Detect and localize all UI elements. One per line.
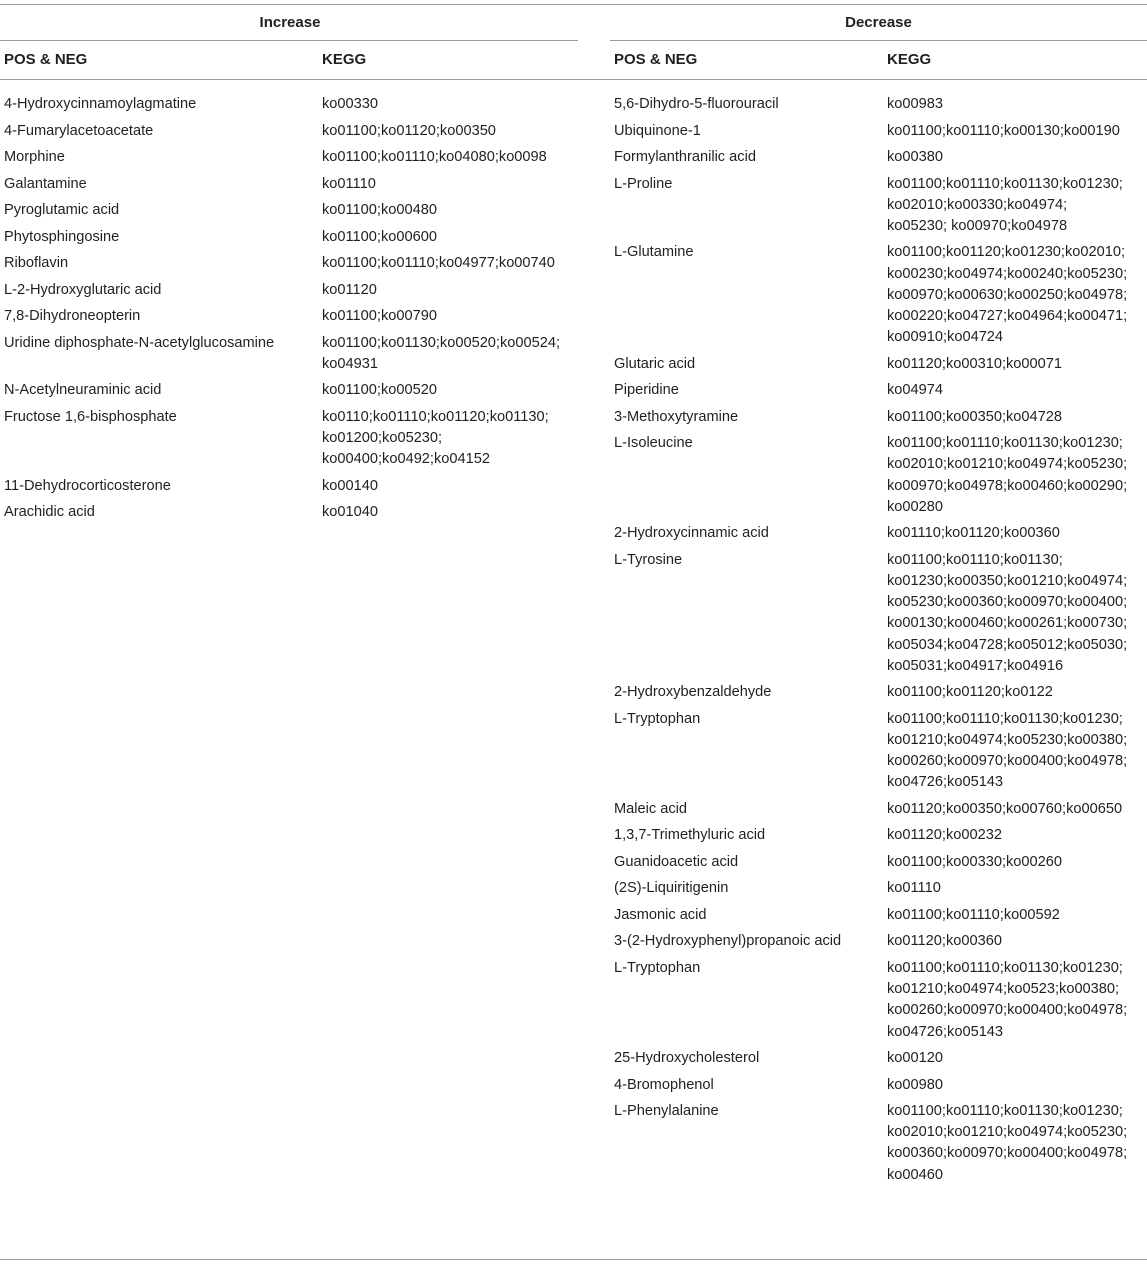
metabolite-name: Glutaric acid (614, 355, 696, 372)
metabolite-name: 3-(2-Hydroxyphenyl)propanoic acid (614, 933, 842, 950)
table-row (4, 121, 608, 142)
table-row (614, 878, 1147, 899)
metabolite-name: L-Phenylalanine (614, 1103, 719, 1120)
kegg-pathways: ko01100;ko01110;ko04080;ko0098 (322, 149, 547, 165)
kegg-pathways: ko01120;ko00350;ko00760;ko00650 (887, 800, 1123, 817)
kegg-pathways: ko00140 (322, 477, 378, 494)
metabolite-name: L-Tryptophan (614, 710, 701, 727)
metabolite-name: Guanidoacetic acid (614, 853, 739, 870)
metabolite-name: L-Tyrosine (614, 551, 683, 568)
table-row (614, 174, 1147, 238)
decrease-group-header: Decrease (845, 14, 912, 31)
kegg-pathways: ko01120 (322, 281, 377, 298)
table-row (614, 1048, 1147, 1069)
increase-name-column-header: POS & NEG (4, 51, 88, 68)
increase-group-rule (0, 40, 578, 41)
table-row (4, 200, 608, 221)
metabolite-name: Morphine (4, 149, 65, 165)
table-row (614, 354, 1147, 375)
table-row (614, 825, 1147, 846)
table-row (614, 852, 1147, 873)
table-row (614, 958, 1147, 1043)
kegg-pathways: ko01100;ko01120;ko0122 (887, 684, 1053, 701)
kegg-pathways: ko01100;ko00350;ko04728 (887, 408, 1063, 425)
table-row (4, 407, 608, 471)
kegg-pathways: ko01100;ko01110;ko00592 (887, 906, 1060, 923)
kegg-pathways: ko01110;ko01120;ko00360 (887, 525, 1060, 542)
table-row (4, 147, 608, 168)
increase-table-body (4, 94, 608, 523)
table-row (614, 94, 1147, 115)
metabolite-name: 3-Methoxytyramine (614, 408, 739, 425)
kegg-pathways: ko01100;ko01110;ko00130;ko00190 (887, 122, 1120, 139)
kegg-pathways: ko01040 (322, 504, 378, 521)
kegg-pathways: ko01100;ko01110;ko04977;ko00740 (322, 255, 555, 271)
kegg-pathways: ko00380 (887, 149, 943, 165)
kegg-pathways: ko04974 (887, 382, 943, 399)
metabolite-name: 25-Hydroxycholesterol (614, 1050, 760, 1067)
table-row (614, 407, 1147, 428)
table-row (614, 1075, 1147, 1096)
metabolite-name: Formylanthranilic acid (614, 149, 756, 165)
metabolite-name: 4-Hydroxycinnamoylagmatine (4, 96, 197, 112)
kegg-pathways: ko01100;ko00520 (322, 382, 437, 399)
metabolite-name: Jasmonic acid (614, 906, 707, 923)
metabolite-name: N-Acetylneuraminic acid (4, 382, 162, 399)
kegg-pathways: ko01100;ko00330;ko00260 (887, 853, 1063, 870)
kegg-pathways: ko01100;ko00480 (322, 202, 437, 218)
table-row (4, 306, 608, 327)
header-rule (0, 79, 1147, 80)
decrease-table-body (614, 94, 1147, 1186)
kegg-pathways: ko01100;ko01110;ko01130;ko01230; ko02010;ko01210;ko04974;ko05230; ko00360;ko00970;ko00400;ko04978; ko00460 (887, 1103, 1128, 1183)
decrease-group-rule (610, 40, 1147, 41)
metabolite-name: 7,8-Dihydroneopterin (4, 308, 141, 324)
kegg-pathways: ko00330 (322, 96, 378, 112)
table-row (614, 433, 1147, 518)
metabolite-name: Uridine diphosphate-N-acetylglucosamine (4, 334, 275, 351)
metabolite-name: Maleic acid (614, 800, 687, 817)
kegg-pathways: ko01100;ko01120;ko00350 (322, 122, 496, 139)
metabolite-name: 5,6-Dihydro-5-fluorouracil (614, 96, 779, 112)
table-row (4, 227, 608, 248)
table-row (614, 550, 1147, 677)
kegg-pathways: ko01120;ko00232 (887, 827, 1002, 844)
increase-kegg-column-header: KEGG (322, 51, 367, 68)
metabolite-name: Riboflavin (4, 255, 69, 271)
kegg-pathways: ko01100;ko01110;ko01130; ko01230;ko00350;ko01210;ko04974; ko05230;ko00360;ko00970;ko00400; ko00130;ko00460;ko00261;ko00730; ko05034;ko04728;ko05012;ko05030; ko05031;ko04917;ko04916 (887, 551, 1128, 674)
kegg-pathways: ko00120 (887, 1050, 943, 1067)
kegg-pathways: ko00983 (887, 96, 943, 112)
table-row (614, 121, 1147, 142)
table-row (4, 174, 608, 195)
metabolite-name: 4-Fumarylacetoacetate (4, 122, 154, 139)
table-row (614, 1101, 1147, 1186)
metabolite-name: Galantamine (4, 175, 87, 192)
metabolite-name: (2S)-Liquiritigenin (614, 880, 729, 897)
metabolite-name: L-Glutamine (614, 244, 694, 261)
metabolite-name: 4-Bromophenol (614, 1076, 714, 1093)
kegg-pathways: ko01100;ko01110;ko01130;ko01230; ko02010;ko00330;ko04974; ko05230; ko00970;ko04978 (887, 175, 1123, 234)
table-row (614, 682, 1147, 703)
metabolite-name: L-Tryptophan (614, 959, 701, 976)
decrease-kegg-column-header: KEGG (887, 51, 932, 68)
kegg-pathways: ko01120;ko00310;ko00071 (887, 355, 1063, 372)
table-row (4, 502, 608, 523)
table-row (614, 523, 1147, 544)
metabolite-name: Phytosphingosine (4, 228, 120, 245)
table-row (614, 931, 1147, 952)
table-row (614, 147, 1147, 168)
table-row (4, 280, 608, 301)
kegg-pathways: ko01100;ko00790 (322, 308, 437, 324)
table-bottom-rule (0, 1259, 1147, 1260)
metabolite-name: 11-Dehydrocorticosterone (4, 477, 171, 494)
metabolite-name: Pyroglutamic acid (4, 202, 120, 218)
kegg-pathways: ko01100;ko01130;ko00520;ko00524; ko04931 (322, 334, 561, 372)
kegg-pathways: ko01100;ko01110;ko01130;ko01230; ko01210;ko04974;ko05230;ko00380; ko00260;ko00970;ko00400;ko04978; ko04726;ko05143 (887, 710, 1128, 791)
table-row (4, 94, 608, 115)
metabolite-name: L-2-Hydroxyglutaric acid (4, 281, 162, 298)
metabolite-name: 2-Hydroxybenzaldehyde (614, 684, 772, 701)
table-row (4, 253, 608, 274)
kegg-pathways: ko0110;ko01110;ko01120;ko01130; ko01200;ko05230; ko00400;ko0492;ko04152 (322, 408, 549, 468)
metabolite-name: 2-Hydroxycinnamic acid (614, 525, 769, 542)
metabolite-name: Piperidine (614, 382, 679, 399)
table-row (4, 380, 608, 401)
kegg-pathways: ko01100;ko01110;ko01130;ko01230; ko02010;ko01210;ko04974;ko05230; ko00970;ko04978;ko00460;ko00290; ko00280 (887, 435, 1128, 515)
table-row (614, 905, 1147, 926)
kegg-pathways: ko01100;ko01120;ko01230;ko02010; ko00230;ko04974;ko00240;ko05230; ko00970;ko00630;ko00250;ko04978; ko00220;ko04727;ko04964;ko00471; ko00910;ko04724 (887, 244, 1128, 346)
table-row (614, 242, 1147, 348)
kegg-pathways: ko01100;ko01110;ko01130;ko01230; ko01210;ko04974;ko0523;ko00380; ko00260;ko00970;ko00400;ko04978; ko04726;ko05143 (887, 959, 1128, 1040)
kegg-pathways: ko01100;ko00600 (322, 228, 437, 245)
table-row (4, 476, 608, 497)
table-row (614, 709, 1147, 794)
table-row (4, 333, 608, 375)
metabolite-name: Arachidic acid (4, 504, 95, 521)
kegg-pathways: ko01110 (322, 175, 376, 192)
kegg-pathways: ko00980 (887, 1076, 943, 1093)
table-row (614, 799, 1147, 820)
metabolite-name: L-Proline (614, 175, 673, 192)
increase-group-header: Increase (259, 14, 321, 31)
decrease-name-column-header: POS & NEG (614, 51, 698, 68)
kegg-pathways: ko01120;ko00360 (887, 933, 1002, 950)
metabolite-name: 1,3,7-Trimethyluric acid (614, 827, 766, 844)
table-row (614, 380, 1147, 401)
kegg-pathways: ko01110 (887, 880, 941, 897)
table-top-rule (0, 4, 1147, 5)
metabolite-name: L-Isoleucine (614, 435, 693, 452)
metabolite-name: Fructose 1,6-bisphosphate (4, 408, 177, 425)
metabolite-name: Ubiquinone-1 (614, 122, 701, 139)
